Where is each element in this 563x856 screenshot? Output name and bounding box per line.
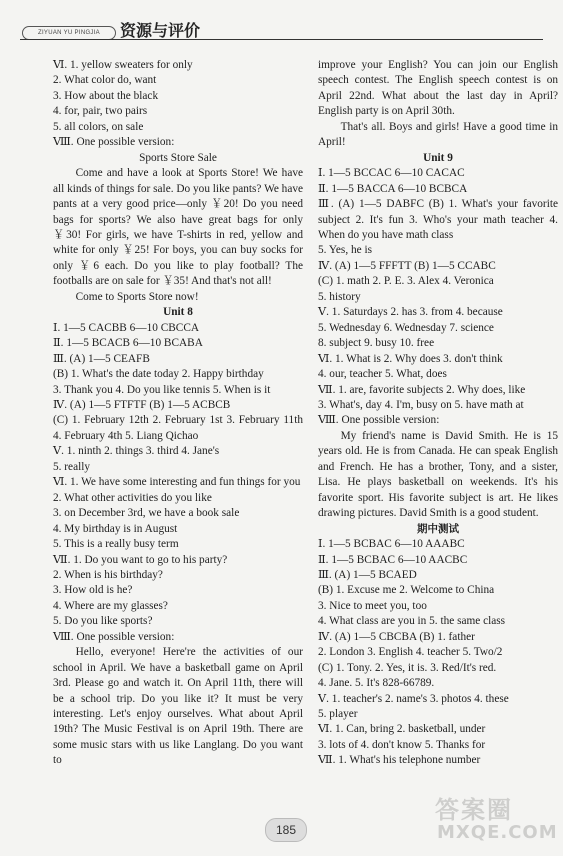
answer-line: Ⅷ. One possible version: [53,136,175,149]
answer-line: 5. Do you like sports? [53,615,153,628]
answer-line: Ⅳ. (A) 1—5 FFFTT (B) 1—5 CCABC [318,259,496,272]
answer-line: Ⅰ. 1—5 BCCAC 6—10 CACAC [318,167,465,180]
answer-line: (C) 1. February 12th 2. February 1st 3. February 11th 4. February 4th 5. Liang Qichao [53,414,303,442]
header-rule [20,39,543,40]
answer-line: Ⅳ. (A) 1—5 CBCBA (B) 1. father [318,630,475,643]
answer-line: 4. our, teacher 5. What, does [318,368,447,381]
answer-line: 5. Wednesday 6. Wednesday 7. science [318,321,494,334]
answer-line: (B) 1. Excuse me 2. Welcome to China [318,584,495,597]
right-column [318,58,558,769]
answer-line: Ⅱ. 1—5 BCACB 6—10 BCABA [53,337,203,350]
answer-line: 4. My birthday is in August [53,522,178,535]
series-label: ZIYUAN YU PINGJIA [22,26,116,40]
answer-line: Ⅰ. 1—5 BCBAC 6—10 AAABC [318,538,465,551]
answer-line: Ⅴ. 1. ninth 2. things 3. third 4. Jane's [53,445,220,458]
answer-line: Ⅶ. 1. are, favorite subjects 2. Why does, like [318,383,526,396]
answer-line: 5. all colors, on sale [53,120,144,133]
answer-line: 5. player [318,708,358,721]
answer-line: 4. Where are my glasses? [53,599,168,612]
answer-line: Ⅵ. 1. What is 2. Why does 3. don't think [318,352,503,365]
answer-line: 3. Thank you 4. Do you like tennis 5. When is it [53,383,271,396]
answer-line: 5. Yes, he is [318,244,372,257]
watermark-url: MXQE.COM [437,822,558,843]
answer-line: Ⅴ. 1. teacher's 2. name's 3. photos 4. these [318,692,509,705]
left-column [53,58,303,769]
answer-line: 2. What color do, want [53,74,157,87]
answer-line: Ⅵ. 1. Can, bring 2. basketball, under [318,723,486,736]
answer-line: 3. on December 3rd, we have a book sale [53,507,240,520]
answer-line: Sports Store Sale [139,151,217,164]
answer-line: Ⅱ. 1—5 BACCA 6—10 BCBCA [318,182,468,195]
answer-line: My friend's name is David Smith. He is 15 years old. He is from Canada. He can speak English and French. He has a brother, Tony, and a sister, Lisa. He plays basketball on weekends. It's his favorite sport. His favorite subject is art. He likes drawing pictures. David Smith is a good student. [318,429,558,520]
answer-line: Come and have a look at Sports Store! We have all kinds of things for sale. Do you like pants? We have pants at a very good price—only ￥20! Do you need bags for sports? We also have great bags for only ￥30! For girls, we have T-shirts in red, yellow and white for only ￥25! For boys, you can buy socks for only ￥6 each. Do you like to play football? The footballs are on sale for ￥35! And that's not all! [53,167,303,288]
answer-line: 2. When is his birthday? [53,568,163,581]
answer-line: Ⅵ. 1. We have some interesting and fun things for you [53,476,301,489]
page-header [0,12,563,46]
answer-line: Ⅷ. One possible version: [318,414,440,427]
answer-line: Ⅰ. 1—5 CACBB 6—10 CBCCA [53,321,200,334]
answer-line: (C) 1. Tony. 2. Yes, it is. 3. Red/It's red. [318,661,497,674]
answer-line: That's all. Boys and girls! Have a good time in April! [318,120,558,149]
answer-line: 5. This is a really busy term [53,538,179,551]
answer-line: 4. Jane. 5. It's 828-66789. [318,677,435,690]
answer-line: 4. What class are you in 5. the same class [318,615,506,628]
answer-line: Ⅱ. 1—5 BCBAC 6—10 AACBC [318,553,468,566]
answer-line: (B) 1. What's the date today 2. Happy birthday [53,368,264,381]
answer-line: Ⅷ. One possible version: [53,630,175,643]
answer-line: Come to Sports Store now! [75,290,199,303]
watermark-text: 答案圈 [435,796,513,824]
page-number: 185 [265,818,307,842]
answer-line: 4. for, pair, two pairs [53,105,148,118]
answer-line: Unit 9 [423,151,453,164]
answer-line: Ⅲ. (A) 1—5 DABFC (B) 1. What's your favorite subject 2. It's fun 3. Who's your math teacher 4. When do you have math class [318,198,558,241]
answer-line: 期中测试 [417,522,459,535]
answer-line: Ⅲ. (A) 1—5 CEAFB [53,352,150,365]
book-title: 资源与评价 [120,21,201,40]
answer-line: Hello, everyone! Here're the activities of our school in April. We have a basketball game on April 3rd. Please go and watch it. On April 11th, there will be a school trip. Do you like it? It must be very interesting. Let's enjoy ourselves. What about April 19th? The Music Festival is on April 19th. There are some music stars with us like Langlang. Do you want to [53,646,303,767]
answer-line: 3. How old is he? [53,584,133,597]
answer-line: 3. lots of 4. don't know 5. Thanks for [318,738,486,751]
answer-line: 5. history [318,290,361,303]
answer-line: Ⅴ. 1. Saturdays 2. has 3. from 4. because [318,306,503,319]
answer-line: Ⅵ. 1. yellow sweaters for only [53,59,193,71]
answer-line: Ⅳ. (A) 1—5 FTFTF (B) 1—5 ACBCB [53,398,231,411]
answer-line: 3. Nice to meet you, too [318,599,427,612]
answer-line: 2. London 3. English 4. teacher 5. Two/2 [318,646,503,659]
answer-line: improve your English? You can join our English speech contest. The English speech contest is on April 22nd. What about the last day in April? English party is on April 30th. [318,59,558,118]
answer-line: (C) 1. math 2. P. E. 3. Alex 4. Veronica [318,275,494,288]
answer-line: 3. What's, day 4. I'm, busy on 5. have math at [318,398,524,411]
answer-line: 5. really [53,460,91,473]
answer-line: 8. subject 9. busy 10. free [318,337,435,350]
answer-line: Ⅶ. 1. What's his telephone number [318,754,481,767]
answer-line: Ⅲ. (A) 1—5 BCAED [318,568,417,581]
answer-line: Ⅶ. 1. Do you want to go to his party? [53,553,228,566]
answer-line: Unit 8 [163,306,193,319]
answer-line: 3. How about the black [53,89,159,102]
answer-line: 2. What other activities do you like [53,491,212,504]
watermark-logo [435,790,558,850]
